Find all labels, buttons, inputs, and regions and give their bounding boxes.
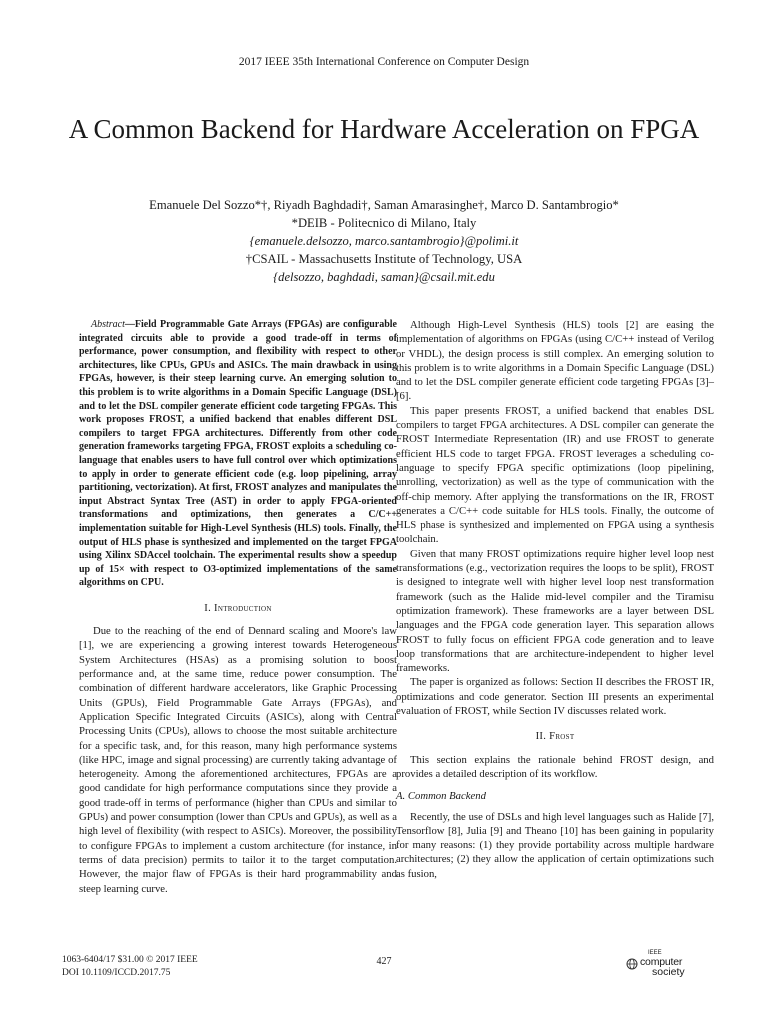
frost-paragraph-2: Recently, the use of DSLs and high level languages such as Halide [7], Tensorflow [8], Julia [9] and Theano [10] has been gaining in popularity for many reasons: (1) they provide portability across multiple hardware architectures; (2) they allow the application of certain optimizations such as fusion, bbox=[396, 810, 714, 880]
section-numeral: II. bbox=[535, 731, 550, 743]
right-column bbox=[396, 318, 714, 881]
email-mit: {delsozzo, baghdadi, saman}@csail.mit.edu bbox=[273, 270, 495, 284]
author-block bbox=[0, 196, 768, 286]
ieee-computer-society-logo bbox=[626, 950, 712, 980]
footer-copyright bbox=[62, 954, 198, 980]
section-heading-introduction bbox=[79, 602, 397, 616]
affiliation-mit: †CSAIL - Massachusetts Institute of Technology, USA bbox=[245, 252, 523, 266]
abstract-text: —Field Programmable Gate Arrays (FPGAs) are configurable integrated circuits able to provide a good trade-off in terms of performance, power consumption, and flexibility with respect to other architectures, like CPUs, GPUs and ASICs. The main drawback in using FPGAs, however, is their steep learning curve. An emerging solution to this problem is to write algorithms in a Domain Specific Language (DSL) and to let the DSL compiler generate efficient code targeting FPGAs. This work proposes FROST, a unified backend that enables different DSL compilers to target FPGA architectures. Differently from other code generation frameworks targeting FPGA, FROST exploits a scheduling co-language that enables users to have full control over which optimizations to apply in order to generate efficient code (e.g. loop pipelining, array partitioning, vectorization). At first, FROST analyzes and manipulates the input Abstract Syntax Tree (AST) in order to apply FPGA-oriented transformations and optimizations, then generates a C/C++ implementation suitable for High-Level Synthesis (HLS) tools. Finally, the output of HLS phase is synthesized and implemented on the target FPGA using Xilinx SDAccel toolchain. The experimental results show a speedup up of 15× with respect to O3-optimized implementations of the same algorithms on CPU. bbox=[79, 319, 397, 589]
page-number: 427 bbox=[376, 956, 392, 967]
section-numeral: I. bbox=[204, 602, 215, 614]
issn-line: 1063-6404/17 $31.00 © 2017 IEEE bbox=[62, 955, 198, 965]
frost-paragraph-1: This section explains the rationale behind FROST design, and provides a detailed description of its workflow. bbox=[396, 753, 714, 780]
subsection-heading-common-backend: A. Common Backend bbox=[396, 790, 486, 803]
section-title: Introduction bbox=[214, 602, 272, 614]
intro-paragraph-4: Given that many FROST optimizations require higher level loop nest transformations (e.g., vectorization requires the loops to be split), FROST is designed to integrate well with higher level loop nest transformation framework (such as the Halide mid-level compiler and the Tiramisu optimization framework). These frameworks are a layer between DSL languages and the FPGA code generation layer. This separation allows FROST to fully focus on efficient FPGA code generation and to leave loop transformations that are architecture-independent to higher level frameworks. bbox=[396, 547, 714, 675]
section-title: Frost bbox=[549, 731, 575, 743]
author-names: Emanuele Del Sozzo*†, Riyadh Baghdadi†, Saman Amarasinghe†, Marco D. Santambrogio* bbox=[149, 198, 619, 212]
logo-computer-text: computer bbox=[640, 956, 683, 968]
intro-paragraph-1: Due to the reaching of the end of Dennard scaling and Moore's law [1], we are experiencing a growing interest towards Heterogeneous System Architectures (HSAs) as a promising solution to boost performance and, at the same time, reduce power consumption. The combination of different hardware accelerators, like Graphic Processing Units (GPUs), Field Programmable Gate Arrays (FPGAs), and Application Specific Integrated Circuits (ASICs), along with Central Processing Units (CPUs), allows to choose the most suitable architecture for a specific task, and, for this reason, many high performance systems (like HPC, image and signal processing) are currently taking advantage of heterogeneity. Among the aforementioned architectures, FPGAs are a good candidate for high performance computations since they provide a good trade-off in terms of performance (higher than CPUs and similar to GPUs) and power consumption (lower than CPUs and GPUs), as well as a high level of flexibility (with respect to ASICs). Moreover, the possibility to configure FPGAs to implement a custom architecture (for instance, in terms of data precision) permits to tailor it to the target computation. However, the major flaw of FPGAs is their hard programmability and steep learning curve. bbox=[79, 625, 397, 895]
abstract-label: Abstract bbox=[91, 319, 125, 330]
section-heading-frost bbox=[396, 730, 714, 744]
logo-ieee-text: IEEE bbox=[648, 950, 662, 956]
conference-header: 2017 IEEE 35th International Conference on Computer Design bbox=[238, 56, 530, 68]
globe-icon bbox=[626, 958, 638, 970]
doi-line: DOI 10.1109/ICCD.2017.75 bbox=[62, 968, 171, 978]
intro-paragraph-3: This paper presents FROST, a unified backend that enables DSL compilers to target FPGA architectures. A DSL compiler can generate the FROST Intermediate Representation (IR) and use FROST to generate efficient HLS code to target FPGA. FROST leverages a scheduling co-language to specify FPGA specific optimizations (loop pipelining, unrolling, vectorization) as well as the type of communication with the off-chip memory. After applying the transformations on the IR, FROST generates a C/C++ code suitable for HLS tools. Finally, the outcome of HLS phase is synthesized and implemented on FPGA using a synthesis toolchain. bbox=[396, 404, 714, 546]
logo-society-text: society bbox=[652, 966, 685, 978]
intro-paragraph-2: Although High-Level Synthesis (HLS) tools [2] are easing the implementation of algorithms on FPGAs (using C/C++ instead of Verilog or VHDL), the design process is still complex. An emerging solution to this problem is to write algorithms in a Domain Specific Language (DSL) and to let the DSL compiler generate efficient code targeting FPGAs [3]–[6]. bbox=[396, 319, 714, 403]
email-polimi: {emanuele.delsozzo, marco.santambrogio}@polimi.it bbox=[249, 234, 519, 248]
abstract bbox=[79, 318, 397, 590]
affiliation-polimi: *DEIB - Politecnico di Milano, Italy bbox=[291, 216, 477, 230]
intro-paragraph-5: The paper is organized as follows: Section II describes the FROST IR, optimizations and code generator. Section III presents an experimental evaluation of FROST, while Section IV discusses related work. bbox=[396, 676, 714, 718]
paper-title: A Common Backend for Hardware Acceleration on FPGA bbox=[68, 114, 700, 144]
left-column bbox=[79, 318, 397, 896]
